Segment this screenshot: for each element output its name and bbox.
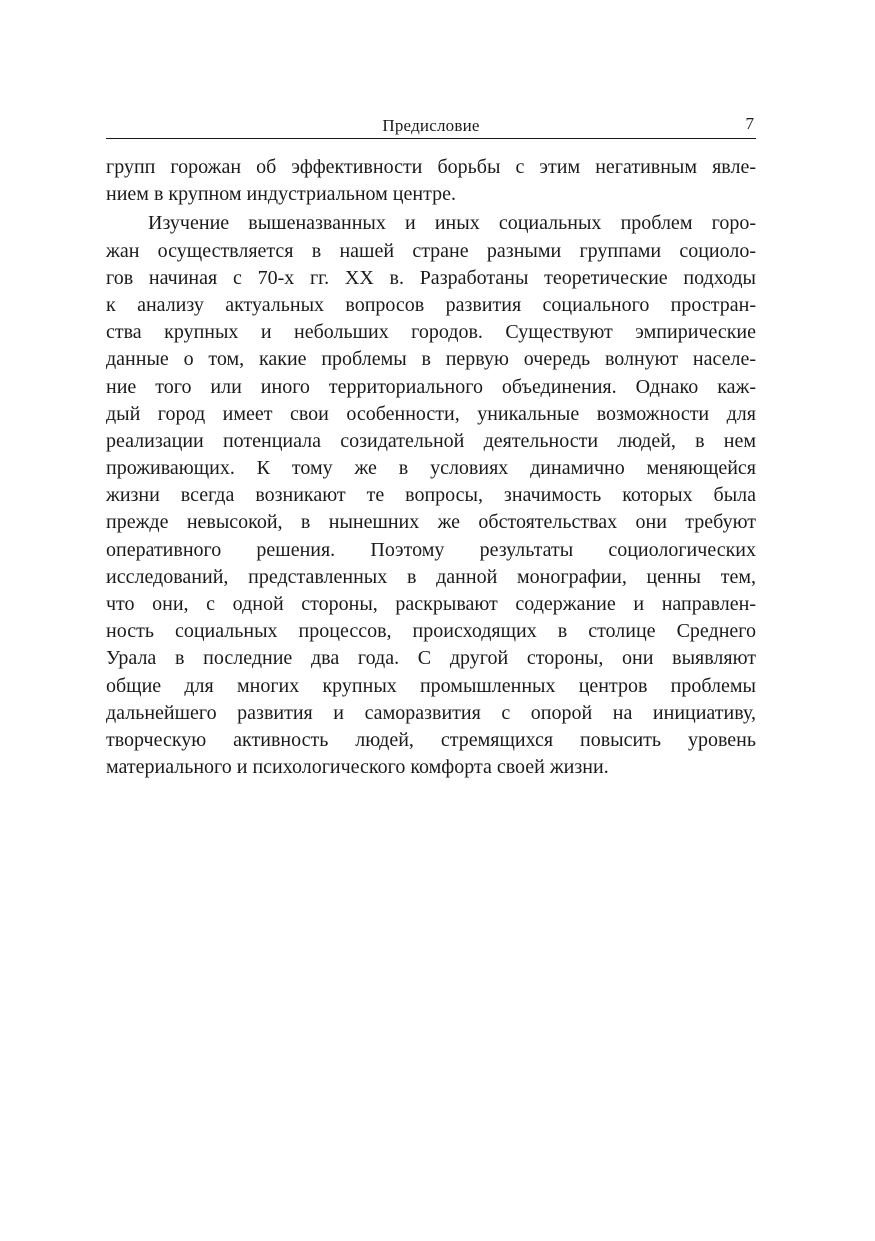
text-line: ства крупных и небольших городов. Существуют эмпирические bbox=[106, 321, 756, 344]
text-line: дый город имеет свои особенности, уникальные возможности для bbox=[106, 402, 756, 425]
text-line: групп горожан об эффективности борьбы с этим негативным явле- bbox=[106, 156, 756, 178]
text-line: ность социальных процессов, происходящих в столице Среднего bbox=[106, 620, 756, 643]
text-line: материального и психологического комфорта своей жизни. bbox=[106, 756, 609, 779]
text-line: что они, с одной стороны, раскрывают содержание и направлен- bbox=[106, 593, 756, 615]
text-line: жан осуществляется в нашей стране разными группами социоло- bbox=[106, 239, 756, 262]
text-line: общие для многих крупных промышленных центров проблемы bbox=[106, 674, 756, 697]
text-line: реализации потенциала созидательной деятельности людей, в нем bbox=[106, 429, 756, 452]
paragraph-2 bbox=[106, 210, 756, 781]
section-title: Предисловие bbox=[382, 116, 480, 135]
text-line: жизни всегда возникают те вопросы, значимость которых была bbox=[106, 484, 756, 507]
text-line: дальнейшего развития и саморазвития с опорой на инициативу, bbox=[106, 701, 756, 724]
text-line: Урала в последние два года. С другой стороны, они выявляют bbox=[106, 647, 756, 670]
text-line: проживающих. К тому же в условиях динамично меняющейся bbox=[106, 457, 756, 480]
text-line: прежде невысокой, в нынешних же обстоятельствах они требуют bbox=[106, 511, 756, 534]
text-line: творческую активность людей, стремящихся повысить уровень bbox=[106, 728, 756, 751]
page-number: 7 bbox=[745, 114, 754, 133]
text-line: нием в крупном индустриальном центре. bbox=[106, 183, 456, 206]
paragraph-1 bbox=[106, 154, 756, 208]
running-header bbox=[106, 114, 756, 139]
body-text bbox=[106, 154, 756, 781]
text-line: к анализу актуальных вопросов развития социального простран- bbox=[106, 293, 756, 316]
text-line: исследований, представленных в данной монографии, ценны тем, bbox=[106, 565, 756, 588]
text-line: данные о том, какие проблемы в первую очередь волнуют населе- bbox=[106, 348, 756, 371]
text-line: гов начиная с 70-х гг. XX в. Разработаны теоретические подходы bbox=[106, 266, 756, 289]
text-line: оперативного решения. Поэтому результаты социологических bbox=[106, 538, 756, 561]
text-line: Изучение вышеназванных и иных социальных проблем горо- bbox=[148, 212, 756, 235]
text-line: ние того или иного территориального объединения. Однако каж- bbox=[106, 375, 756, 398]
